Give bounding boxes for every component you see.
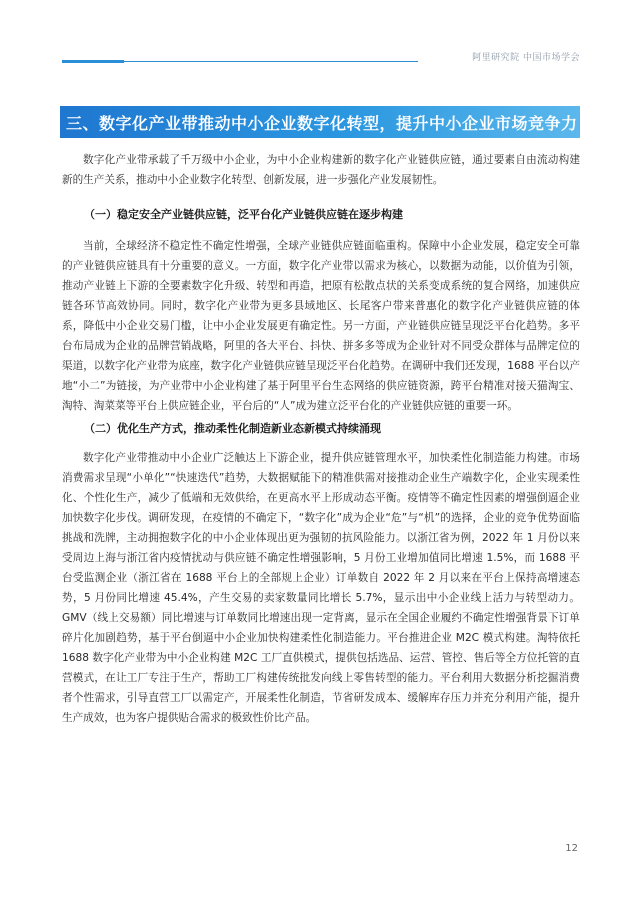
subsection-1-body: 当前，全球经济不稳定性不确定性增强，全球产业链供应链面临重构。保障中小企业发展，稳定安全可靠的产业链供应链具有十分重要的意义。一方面，数字化产业带以需求为核心，以数据为动能，以价值为引领，推动产业链上下游的全要素数字化升级、转型和再造，把原有松散点状的关系变成系统的复合网络，加速供应链各环节高效协同。同时，数字化产业带为更多县域地区、长尾客户带来普惠化的数字化产业链供应链的体系，降低中小企业交易门槛，让中小企业发展更有确定性。另一方面，产业链供应链呈现泛平台化趋势。多平台布局成为企业的品牌营销战略，阿里的各大平台、抖快、拼多多等成为企业针对不同受众群体与品牌定位的渠道，以数字化产业带为底座，数字化产业链供应链呈现泛平台化趋势。在调研中我们还发现，1688 平台以产地“小二”为链接，为产业带中小企业构建了基于阿里平台生态网络的供应链资源，跨平台精准对接天猫淘宝、淘特、淘菜菜等平台上供应链企业，平台后的“人”成为建立泛平台化的产业链供应链的重要一环。 (62, 240, 580, 412)
header-accent-bar (62, 60, 124, 63)
section-banner (60, 106, 580, 138)
section-title: 三、数字化产业带推动中小企业数字化转型，提升中小企业市场竞争力 (66, 114, 578, 133)
subsection-1-heading: （一）稳定安全产业链供应链，泛平台化产业链供应链在逐步构建 (84, 208, 403, 221)
subsection-2-body: 数字化产业带推动中小企业广泛触达上下游企业，提升供应链管理水平，加快柔性化制造能力构建。市场消费需求呈现“小单化”“快速迭代”趋势，大数据赋能下的精准供需对接推动企业生产端数字化，企业实现柔性化、个性化生产，减少了低端和无效供给，在更高水平上形成动态平衡。疫情等不确定性因素的增强倒逼企业加快数字化步伐。调研发现，在疫情的不确定下，“数字化”成为企业“危”与“机”的选择，企业的竞争优势面临挑战和洗牌，主动拥抱数字化的中小企业体现出更为强韧的抗风险能力。以浙江省为例，2022 年 1 月份以来受周边上海与浙江省内疫情扰动与供应链不确定性增强影响，5 月份工业增加值同比增速 1.5%，而 1688 平台受监测企业（浙江省在 1688 平台上的全部规上企业）订单数自 2022 年 2 月以来在平台上保持高增速态势，5 月份同比增速 45.4%，产生交易的卖家数量同比增长 5.7%，显示出中小企业线上活力与转型动力。GMV（线上交易额）同比增速与订单数同比增速出现一定背离，显示在全国企业履约不确定性增强背景下订单碎片化加剧趋势，基于平台倒逼中小企业加快构建柔性化制造能力。平台推进企业 M2C 模式构建。淘特依托 1688 数字化产业带为中小企业构建 M2C 工厂直供模式，提供包括选品、运营、管控、售后等全方位托管的直营模式，在让工厂专注于生产，帮助工厂构建传统批发向线上零售转型的能力。平台利用大数据分析挖掘消费者个性需求，引导直营工厂以需定产，开展柔性化制造，节省研发成本、缓解库存压力并充分利用产能，提升生产成效，也为客户提供贴合需求的极致性价比产品。 (62, 452, 580, 724)
intro-paragraph: 数字化产业带承载了千万级中小企业，为中小企业构建新的数字化产业链供应链，通过要素自由流动构建新的生产关系，推动中小企业数字化转型、创新发展，进一步强化产业发展韧性。 (62, 154, 580, 186)
subsection-2-heading: （二）优化生产方式，推动柔性化制造新业态新模式持续涌现 (84, 422, 381, 435)
header-org-text: 阿里研究院 中国市场学会 (472, 53, 580, 63)
page-number: 12 (565, 843, 578, 854)
